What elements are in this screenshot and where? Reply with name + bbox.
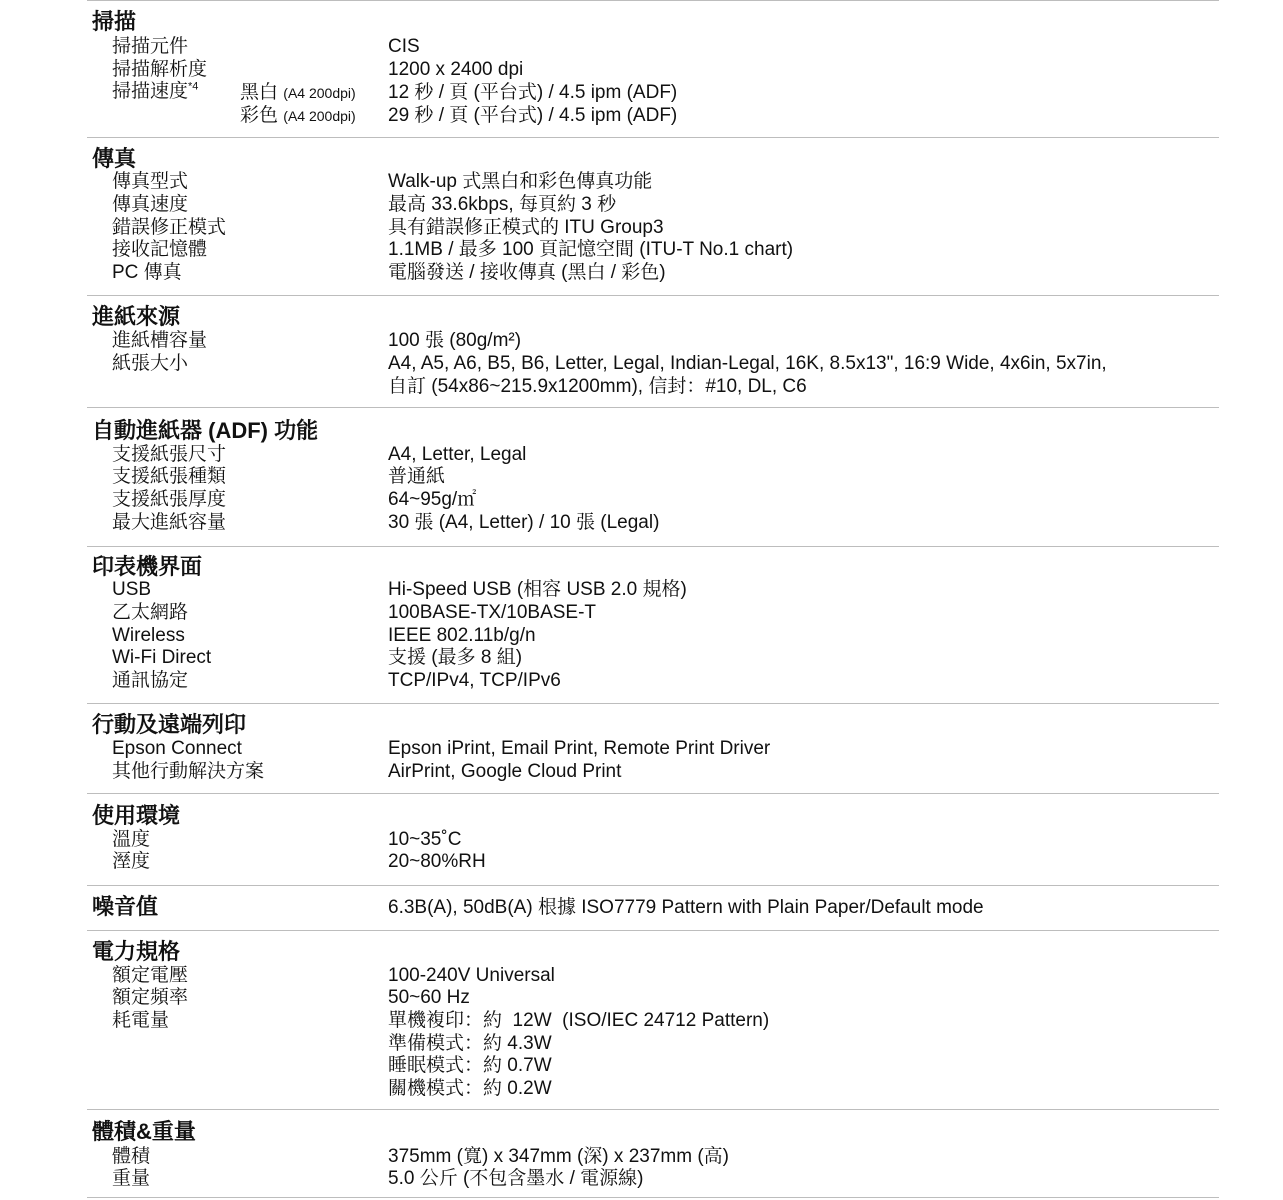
section-title-fax: 傳真	[92, 146, 137, 171]
spec-label: 額定頻率	[112, 987, 189, 1008]
spec-value: A4, A5, A6, B5, B6, Letter, Legal, Indian-Legal, 16K, 8.5x13", 16:9 Wide, 4x6in, 5x7in,	[388, 353, 1107, 374]
spec-label: 掃描元件	[112, 36, 189, 57]
sublabel-text: 黑白	[240, 82, 279, 103]
spec-label	[112, 81, 198, 103]
spec-value: 5.0 公斤 (不包含墨水 / 電源線)	[388, 1168, 644, 1189]
spec-label: 其他行動解決方案	[112, 761, 265, 782]
spec-value: 30 張 (A4, Letter) / 10 張 (Legal)	[388, 512, 660, 533]
spec-label: 溫度	[112, 829, 151, 850]
spec-value: 支援 (最多 8 組)	[388, 647, 523, 668]
spec-label: 體積	[112, 1146, 151, 1167]
spec-value: 50~60 Hz	[388, 987, 470, 1008]
spec-label: 耗電量	[112, 1010, 170, 1031]
divider	[87, 137, 1219, 138]
spec-label: 接收記憶體	[112, 239, 208, 260]
sublabel-text: 彩色	[240, 105, 279, 126]
spec-label: 最大進紙容量	[112, 512, 227, 533]
divider	[87, 793, 1219, 794]
spec-value: 6.3B(A), 50dB(A) 根據 ISO7779 Pattern with Plain Paper/Default mode	[388, 897, 984, 918]
spec-label: 重量	[112, 1168, 151, 1189]
spec-label: 乙太網路	[112, 602, 189, 623]
spec-value: 電腦發送 / 接收傳真 (黑白 / 彩色)	[388, 262, 666, 283]
spec-label: 支援紙張厚度	[112, 489, 227, 510]
spec-value: 關機模式：約 0.2W	[388, 1078, 552, 1099]
spec-value: Walk-up 式黑白和彩色傳真功能	[388, 171, 653, 192]
spec-label: Epson Connect	[112, 738, 242, 759]
section-title-interface: 印表機界面	[92, 554, 203, 579]
spec-value: Epson iPrint, Email Print, Remote Print Driver	[388, 738, 771, 759]
section-title-dimensions: 體積&重量	[92, 1119, 196, 1144]
divider	[87, 546, 1219, 547]
spec-value: 29 秒 / 頁 (平台式) / 4.5 ipm (ADF)	[388, 105, 678, 126]
section-title-scan: 掃描	[92, 9, 137, 34]
spec-value: 100BASE-TX/10BASE-T	[388, 602, 597, 623]
spec-label: 支援紙張種類	[112, 466, 227, 487]
spec-label: 傳真速度	[112, 194, 189, 215]
spec-label: 支援紙張尺寸	[112, 444, 227, 465]
spec-label: 掃描解析度	[112, 59, 208, 80]
spec-value: 375mm (寬) x 347mm (深) x 237mm (高)	[388, 1146, 729, 1167]
spec-value: 普通紙	[388, 466, 446, 487]
spec-label: 紙張大小	[112, 353, 189, 374]
divider	[87, 885, 1219, 886]
spec-value: 10~35˚C	[388, 829, 462, 850]
spec-value: 自訂 (54x86~215.9x1200mm), 信封：#10, DL, C6	[388, 376, 807, 397]
spec-value: 64~95g/㎡	[388, 489, 477, 510]
spec-value: CIS	[388, 36, 420, 57]
spec-value: AirPrint, Google Cloud Print	[388, 761, 622, 782]
spec-value: 具有錯誤修正模式的 ITU Group3	[388, 217, 664, 238]
spec-value: 準備模式：約 4.3W	[388, 1033, 552, 1054]
divider	[87, 1109, 1219, 1110]
divider	[87, 930, 1219, 931]
spec-label: 傳真型式	[112, 171, 189, 192]
spec-value: Hi-Speed USB (相容 USB 2.0 規格)	[388, 579, 687, 600]
spec-value: 20~80%RH	[388, 851, 486, 872]
divider	[87, 295, 1219, 296]
footnote-mark: *4	[188, 80, 199, 93]
spec-value: 單機複印：約 12W (ISO/IEC 24712 Pattern)	[388, 1010, 770, 1031]
spec-label: 額定電壓	[112, 965, 189, 986]
section-title-noise: 噪音值	[92, 894, 159, 919]
section-title-environment: 使用環境	[92, 803, 181, 828]
sublabel-condition: (A4 200dpi)	[283, 85, 356, 101]
spec-value: 100 張 (80g/m²)	[388, 330, 522, 351]
divider	[87, 1197, 1219, 1198]
spec-label: 通訊協定	[112, 670, 189, 691]
spec-label: 錯誤修正模式	[112, 217, 227, 238]
spec-label: Wireless	[112, 625, 185, 646]
spec-value: 睡眠模式：約 0.7W	[388, 1055, 552, 1076]
divider	[87, 407, 1219, 408]
spec-value: 1200 x 2400 dpi	[388, 59, 524, 80]
sublabel-condition: (A4 200dpi)	[283, 108, 356, 124]
spec-label: Wi-Fi Direct	[112, 647, 212, 668]
section-title-paper: 進紙來源	[92, 304, 181, 329]
spec-value: 最高 33.6kbps, 每頁約 3 秒	[388, 194, 617, 215]
spec-value: 100-240V Universal	[388, 965, 555, 986]
spec-value: 1.1MB / 最多 100 頁記憶空間 (ITU-T No.1 chart)	[388, 239, 794, 260]
spec-label: 進紙槽容量	[112, 330, 208, 351]
spec-sublabel	[240, 82, 356, 104]
spec-label: USB	[112, 579, 152, 600]
spec-label: PC 傳真	[112, 262, 182, 283]
section-title-mobile: 行動及遠端列印	[92, 712, 247, 737]
spec-value: A4, Letter, Legal	[388, 444, 527, 465]
spec-sublabel	[240, 105, 356, 127]
spec-label: 溼度	[112, 851, 151, 872]
section-title-power: 電力規格	[92, 939, 181, 964]
divider	[87, 0, 1219, 1]
section-title-adf: 自動進紙器 (ADF) 功能	[92, 418, 319, 443]
spec-value: TCP/IPv4, TCP/IPv6	[388, 670, 561, 691]
spec-value: IEEE 802.11b/g/n	[388, 625, 536, 646]
spec-value: 12 秒 / 頁 (平台式) / 4.5 ipm (ADF)	[388, 82, 678, 103]
spec-label-text: 掃描速度	[112, 81, 189, 102]
divider	[87, 703, 1219, 704]
